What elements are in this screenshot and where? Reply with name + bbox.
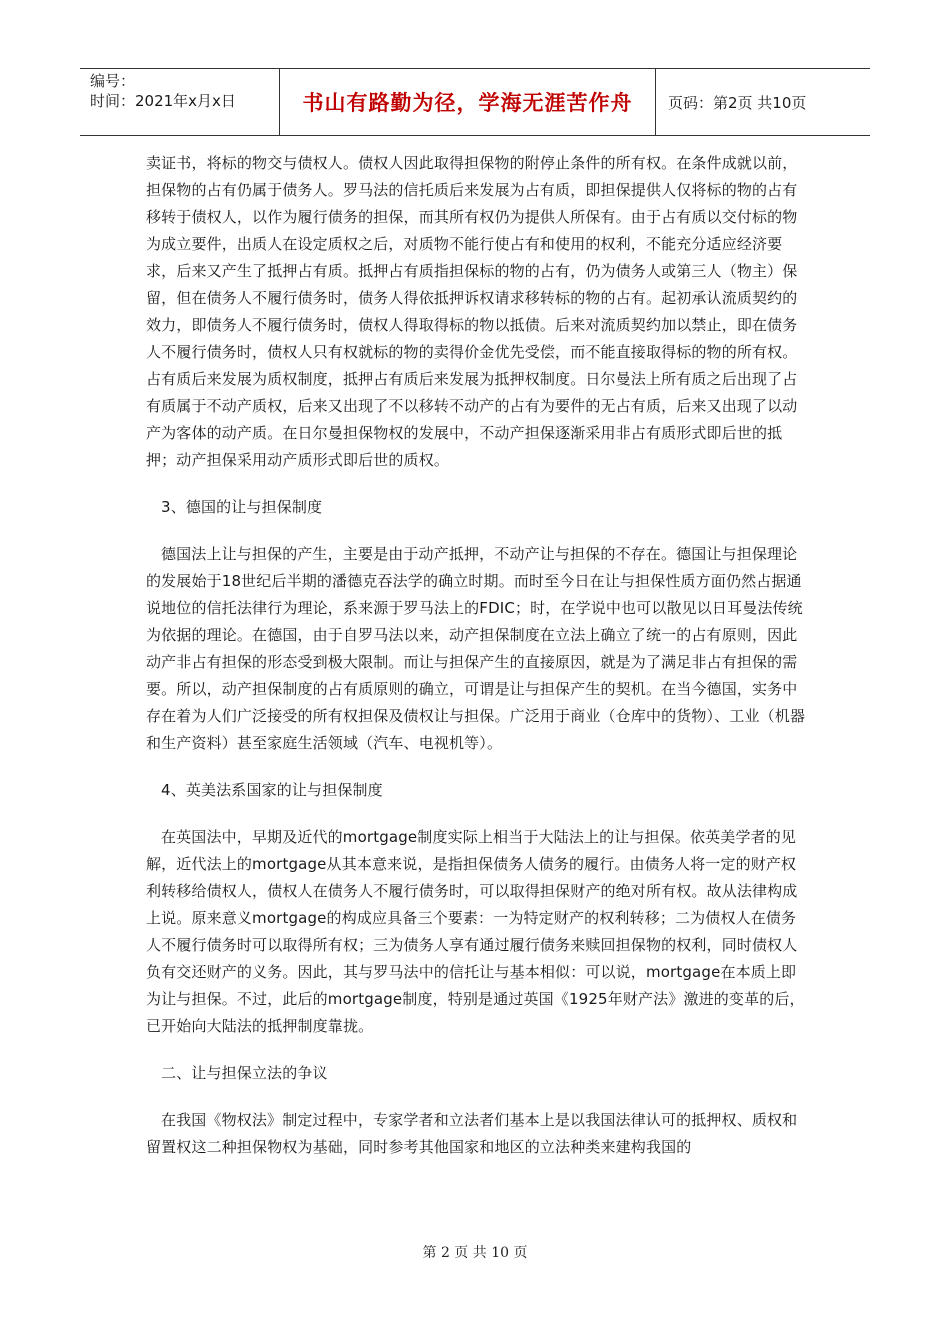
- document-body: [146, 150, 806, 1161]
- header-meta: [80, 69, 280, 135]
- paragraph-1: 卖证书，将标的物交与债权人。债权人因此取得担保物的附停止条件的所有权。在条件成就以前，担保物的占有仍属于债务人。罗马法的信托质后来发展为占有质，即担保提供人仅将标的物的占有移转于债权人，以作为履行债务的担保，而其所有权仍为提供人所保有。由于占有质以交付标的物为成立要件，出质人在设定质权之后，对质物不能行使占有和使用的权利，不能充分适应经济要求，后来又产生了抵押占有质。抵押占有质指担保标的物的占有，仍为债务人或第三人（物主）保留，但在债务人不履行债务时，债务人得依抵押诉权请求移转标的物的占有。起初承认流质契约的效力，即债务人不履行债务时，债权人得取得标的物以抵债。后来对流质契约加以禁止，即在债务人不履行债务时，债权人只有权就标的物的卖得价金优先受偿，而不能直接取得标的物的所有权。占有质后来发展为质权制度，抵押占有质后来发展为抵押权制度。日尔曼法上所有质之后出现了占有质属于不动产质权，后来又出现了不以移转不动产的占有为要件的无占有质，后来又出现了以动产为客体的动产质。在日尔曼担保物权的发展中，不动产担保逐渐采用非占有质形式即后世的抵押；动产担保采用动产质形式即后世的质权。: [146, 154, 798, 469]
- section-heading-2: 二、让与担保立法的争议: [161, 1064, 328, 1082]
- number-label: 编号：: [90, 72, 136, 90]
- header-motto: 书山有路勤为径，学海无涯苦作舟: [280, 69, 656, 135]
- paragraph-4: 在我国《物权法》制定过程中，专家学者和立法者们基本上是以我国法律认可的抵押权、质权和留置权这二种担保物权为基础，同时参考其他国家和地区的立法种类来建构我国的: [146, 1111, 798, 1156]
- paragraph-2: 德国法上让与担保的产生，主要是由于动产抵押，不动产让与担保的不存在。德国让与担保理论的发展始于18世纪后半期的潘德克吞法学的确立时期。而时至今日在让与担保性质方面仍然占据通说地位的信托法律行为理论，系来源于罗马法上的FDIC；时，在学说中也可以散见以日耳曼法传统为依据的理论。在德国，由于自罗马法以来，动产担保制度在立法上确立了统一的占有原则，因此动产非占有担保的形态受到极大限制。而让与担保产生的直接原因，就是为了满足非占有担保的需要。所以，动产担保制度的占有质原则的确立，可谓是让与担保产生的契机。在当今德国，实务中存在着为人们广泛接受的所有权担保及债权让与担保。广泛用于商业（仓库中的货物）、工业（机器和生产资料）甚至家庭生活领域（汽车、电视机等）。: [146, 545, 806, 752]
- paragraph-3: 在英国法中，早期及近代的mortgage制度实际上相当于大陆法上的让与担保。依英美学者的见解，近代法上的mortgage从其本意来说，是指担保债务人债务的履行。由债务人将一定的财产权利转移给债权人，债权人在债务人不履行债务时，可以取得担保财产的绝对所有权。故从法律构成上说。原来意义mortgage的构成应具备三个要素：一为特定财产的权利转移；二为债权人在债务人不履行债务时可以取得所有权；三为债务人享有通过履行债务来赎回担保物的权利，同时债权人负有交还财产的义务。因此，其与罗马法中的信托让与基本相似：可以说，mortgage在本质上即为让与担保。不过，此后的mortgage制度，特别是通过英国《1925年财产法》激进的变革的后，已开始向大陆法的抵押制度靠拢。: [146, 828, 805, 1035]
- page-footer: 第 2 页 共 10 页: [422, 1245, 528, 1261]
- section-heading-3: 3、德国的让与担保制度: [161, 498, 323, 516]
- page-header: [80, 68, 870, 136]
- header-page-info: 页码：第2页 共10页: [668, 93, 807, 112]
- date-label: 时间：2021年x月x日: [90, 92, 236, 110]
- section-heading-4: 4、英美法系国家的让与担保制度: [161, 781, 383, 799]
